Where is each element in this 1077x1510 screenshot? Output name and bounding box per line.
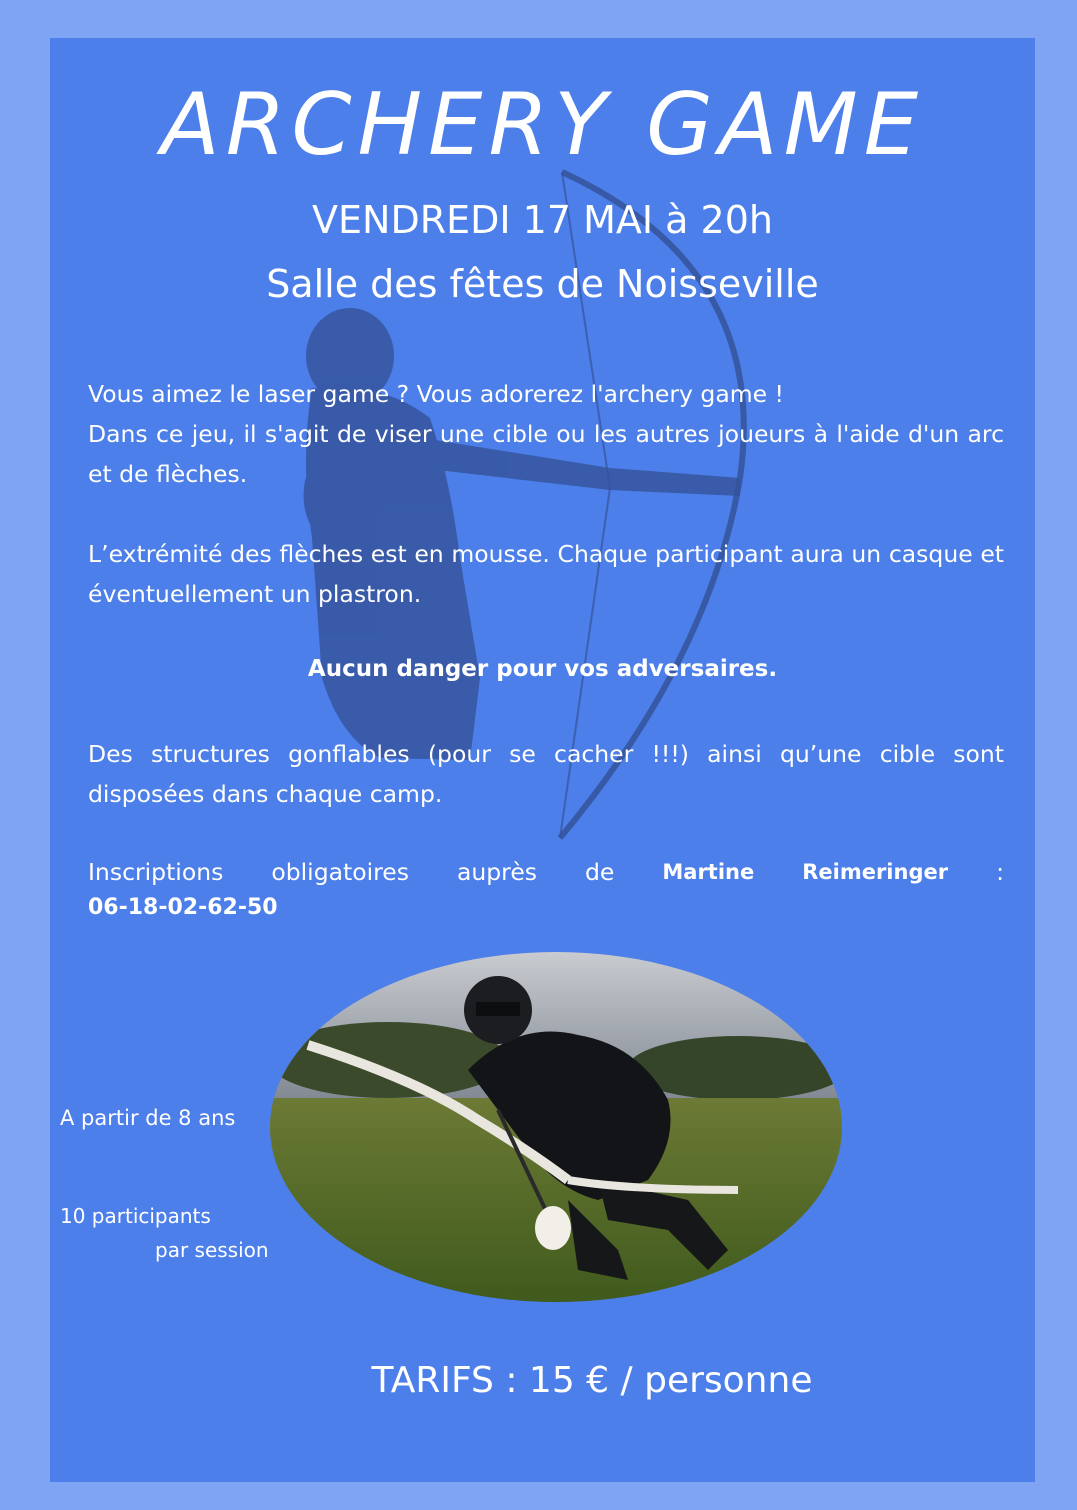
registration-word: de: [585, 858, 615, 886]
contact-last-name: Reimeringer: [802, 860, 949, 884]
price-line: TARIFS : 15 € / personne: [371, 1360, 813, 1401]
archer-photo: [268, 950, 844, 1304]
poster-title: ARCHERY GAME: [160, 75, 925, 175]
poster: [50, 38, 1035, 1482]
contact-phone: 06-18-02-62-50: [88, 895, 278, 920]
participants-count: 10 participants: [60, 1204, 211, 1228]
safety-note: Aucun danger pour vos adversaires.: [307, 656, 778, 682]
intro-line: Dans ce jeu, il s'agit de viser une cible ou les autres joueurs à l'aide d'un arc et de flèches.: [88, 420, 1004, 488]
structures-paragraph: Des structures gonflables (pour se cacher !!!) ainsi qu’une cible sont disposées dans chaque camp.: [88, 740, 1004, 808]
age-requirement: A partir de 8 ans: [60, 1106, 236, 1130]
registration-line: [88, 854, 1004, 890]
registration-word: Inscriptions: [88, 858, 224, 886]
registration-word: obligatoires: [271, 858, 409, 886]
intro-paragraph: [88, 374, 1004, 494]
participants-per-session: par session: [155, 1238, 269, 1262]
equipment-paragraph: L’extrémité des flèches est en mousse. Chaque participant aura un casque et éventuellement un plastron.: [88, 540, 1004, 608]
registration-colon: :: [996, 858, 1004, 886]
registration-info: [88, 854, 1004, 926]
contact-first-name: Martine: [662, 860, 755, 884]
intro-line: Vous aimez le laser game ? Vous adorerez l'archery game !: [88, 380, 784, 408]
event-date: VENDREDI 17 MAI à 20h: [312, 198, 773, 242]
registration-word: auprès: [456, 858, 538, 886]
event-venue: Salle des fêtes de Noisseville: [266, 262, 819, 306]
